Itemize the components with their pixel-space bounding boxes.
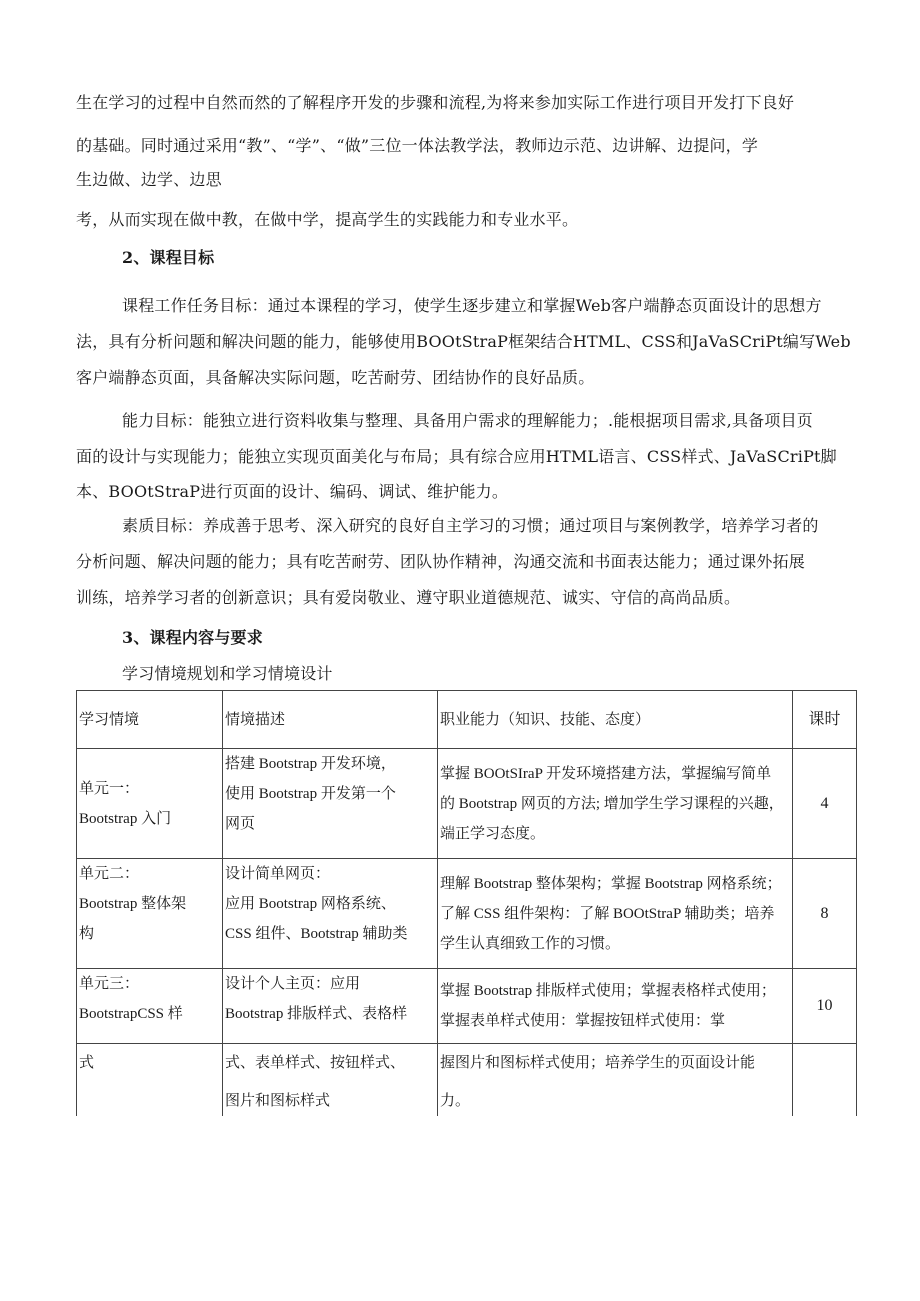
work-goal-line-2: 法，具有分析问题和解决问题的能力，能够使用BOOtStraP框架结合HTML、CSS和JaVaSCriPt编写Web: [76, 332, 851, 351]
cell-description: 设计简单网页： 应用 Bootstrap 网格系统、 CSS 组件、Bootstrap 辅助类: [223, 859, 438, 969]
work-goal-line-3: 客户端静态页面，具备解决实际问题，吃苦耐劳、团结协作的良好品质。: [76, 368, 595, 387]
cell-description: 设计个人主页：应用 Bootstrap 排版样式、表格样: [223, 969, 438, 1044]
header-cell-situation: 学习情境: [77, 691, 223, 749]
header-cell-ability: 职业能力（知识、技能、态度）: [438, 691, 793, 749]
work-goal-line-1: 课程工作任务目标：通过本课程的学习，使学生逐步建立和掌握Web客户端静态页面设计的思想方: [122, 296, 822, 315]
intro-line-3: 生边做、边学、边思: [76, 170, 222, 189]
table-header-row: [77, 691, 857, 749]
cell-situation: 单元三： BootstrapCSS 样: [77, 969, 223, 1044]
quality-goal-line-2: 分析问题、解决问题的能力；具有吃苦耐劳、团队协作精神，沟通交流和书面表达能力；通过课外拓展: [76, 552, 806, 571]
ability-goal-line-2: 面的设计与实现能力；能独立实现页面美化与布局；具有综合应用HTML语言、CSS样式、JaVaSCriPt脚: [76, 447, 837, 466]
header-cell-hours: 课时: [793, 691, 857, 749]
section-heading-course-content: 3、课程内容与要求: [122, 628, 263, 647]
intro-line-4: 考，从而实现在做中教，在做中学，提高学生的实践能力和专业水平。: [76, 210, 579, 229]
cell-description: 搭建 Bootstrap 开发环境， 使用 Bootstrap 开发第一个 网页: [223, 749, 438, 859]
cell-ability: 掌握 Bootstrap 排版样式使用；掌握表格样式使用； 掌握表单样式使用：掌握按钮样式使用：掌: [438, 969, 793, 1044]
quality-goal-line-3: 训练，培养学习者的创新意识；具有爱岗敬业、遵守职业道德规范、诚实、守信的高尚品质。: [76, 588, 741, 607]
cell-ability: 掌握 BOOtSIraP 开发环境搭建方法，掌握编写简单 的 Bootstrap 网页的方法; 增加学生学习课程的兴趣， 端正学习态度。: [438, 749, 793, 859]
quality-goal-line-1: 素质目标：养成善于思考、深入研究的良好自主学习的习惯；通过项目与案例教学，培养学习者的: [122, 516, 819, 535]
table-row: [77, 1044, 857, 1117]
table-caption: 学习情境规划和学习情境设计: [122, 664, 333, 683]
cell-ability: 理解 Bootstrap 整体架构；掌握 Bootstrap 网格系统； 了解 CSS 组件架构：了解 BOOtStraP 辅助类；培养 学生认真细致工作的习惯。: [438, 859, 793, 969]
cell-situation: 单元一： Bootstrap 入门: [77, 749, 223, 859]
cell-hours: 4: [793, 749, 857, 859]
cell-situation: 单元二： Bootstrap 整体架 构: [77, 859, 223, 969]
cell-hours: [793, 1044, 857, 1117]
intro-line-1: 生在学习的过程中自然而然的了解程序开发的步骤和流程,为将来参加实际工作进行项目开发打下良好: [76, 93, 795, 112]
cell-situation: 式: [77, 1044, 223, 1117]
ability-goal-line-3: 本、BOOtStraP进行页面的设计、编码、调试、维护能力。: [76, 482, 509, 501]
table-row: [77, 749, 857, 859]
cell-ability: 握图片和图标样式使用；培养学生的页面设计能 力。: [438, 1044, 793, 1117]
table-row: [77, 969, 857, 1044]
cell-description: 式、表单样式、按钮样式、 图片和图标样式: [223, 1044, 438, 1117]
ability-goal-line-1: 能力目标：能独立进行资料收集与整理、具备用户需求的理解能力；.能根据项目需求,具备项目页: [122, 411, 813, 430]
cell-hours: 10: [793, 969, 857, 1044]
table-row: [77, 859, 857, 969]
learning-situation-table: [76, 690, 857, 1116]
header-cell-description: 情境描述: [223, 691, 438, 749]
intro-line-2: 的基础。同时通过采用“教”、“学”、“做”三位一体法教学法，教师边示范、边讲解、边提问，学: [76, 136, 759, 155]
section-heading-course-goals: 2、课程目标: [122, 248, 215, 267]
cell-hours: 8: [793, 859, 857, 969]
